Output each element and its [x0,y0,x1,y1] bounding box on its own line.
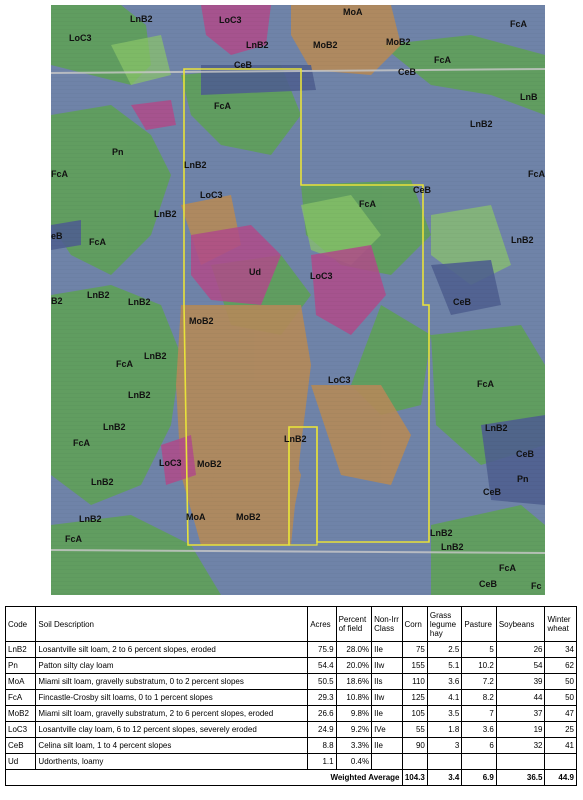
cell-pasture: 5 [462,642,496,658]
map-label: LnB2 [79,514,102,524]
map-label: LnB2 [103,422,126,432]
cell-acres: 26.6 [308,706,336,722]
map-label: LoC3 [328,375,351,385]
table-row [6,690,577,706]
cell-description: Miami silt loam, gravelly substratum, 2 to 6 percent slopes, eroded [36,706,308,722]
map-label: LnB2 [144,351,167,361]
cell-corn [402,754,427,770]
cell-soybeans: 26 [496,642,545,658]
map-label: LnB2 [91,477,114,487]
header-acres: Acres [308,607,336,642]
weighted-soybeans: 36.5 [496,770,545,786]
cell-code: MoB2 [6,706,36,722]
cell-acres: 1.1 [308,754,336,770]
cell-acres: 8.8 [308,738,336,754]
map-label: FcA [65,534,83,544]
cell-pasture: 3.6 [462,722,496,738]
map-label: LnB2 [87,290,110,300]
map-label: FcA [477,379,495,389]
cell-acres: 50.5 [308,674,336,690]
cell-hay: 4.1 [427,690,461,706]
table-row [6,642,577,658]
cell-class [372,754,402,770]
map-label: Pn [517,474,529,484]
cell-corn: 125 [402,690,427,706]
map-label: CeB [398,67,417,77]
cell-soybeans: 37 [496,706,545,722]
map-label: LnB [520,92,538,102]
header-corn: Corn [402,607,427,642]
cell-corn: 90 [402,738,427,754]
soil-map [51,5,545,595]
cell-description: Losantville silt loam, 2 to 6 percent slopes, eroded [36,642,308,658]
cell-code: LnB2 [6,642,36,658]
header-code: Code [6,607,36,642]
table-row [6,706,577,722]
cell-soybeans [496,754,545,770]
map-label: LoC3 [219,15,242,25]
map-label: LnB2 [184,160,207,170]
weighted-average-label: Weighted Average [6,770,403,786]
cell-wheat: 41 [545,738,577,754]
cell-wheat: 25 [545,722,577,738]
cell-wheat: 50 [545,674,577,690]
cell-code: Ud [6,754,36,770]
map-label: LnB2 [284,434,307,444]
cell-hay: 3.5 [427,706,461,722]
cell-code: LoC3 [6,722,36,738]
map-label: FcA [116,359,134,369]
map-label: LoC3 [200,190,223,200]
map-label: MoA [186,512,206,522]
cell-wheat: 47 [545,706,577,722]
map-label: MoB2 [313,40,338,50]
map-label: CeB [479,579,498,589]
map-label: FcA [359,199,377,209]
table-row [6,674,577,690]
cell-description: Udorthents, loamy [36,754,308,770]
cell-percent: 28.0% [336,642,371,658]
map-label: FcA [73,438,91,448]
header-percent: Percent of field [336,607,371,642]
cell-pasture [462,754,496,770]
cell-code: FcA [6,690,36,706]
map-label: LoC3 [69,33,92,43]
cell-wheat: 50 [545,690,577,706]
map-label: CeB [453,297,472,307]
cell-percent: 10.8% [336,690,371,706]
map-label: CeB [234,60,253,70]
cell-class: IIw [372,658,402,674]
cell-corn: 55 [402,722,427,738]
map-label: LoC3 [159,458,182,468]
weighted-wheat: 44.9 [545,770,577,786]
map-label: MoB2 [197,459,222,469]
weighted-hay: 3.4 [427,770,461,786]
cell-code: Pn [6,658,36,674]
cell-pasture: 7 [462,706,496,722]
table-row [6,658,577,674]
map-label: LoC3 [310,271,333,281]
map-label: FcA [89,237,107,247]
map-label: LnB2 [246,40,269,50]
cell-wheat [545,754,577,770]
map-label: LnB2 [154,209,177,219]
map-label: LnB2 [128,390,151,400]
cell-description: Losantville clay loam, 6 to 12 percent slopes, severely eroded [36,722,308,738]
map-label: LnB2 [130,14,153,24]
map-label: FcA [51,169,69,179]
map-label: B2 [51,296,63,306]
cell-acres: 24.9 [308,722,336,738]
map-label: LnB2 [441,542,464,552]
cell-code: CeB [6,738,36,754]
soil-table [5,606,577,786]
map-label: CeB [483,487,502,497]
cell-description: Fincastle-Crosby silt loams, 0 to 1 percent slopes [36,690,308,706]
map-label: FcA [214,101,232,111]
map-label: MoB2 [236,512,261,522]
cell-wheat: 34 [545,642,577,658]
cell-hay: 3 [427,738,461,754]
cell-pasture: 10.2 [462,658,496,674]
cell-description: Patton silty clay loam [36,658,308,674]
cell-corn: 110 [402,674,427,690]
table-row [6,754,577,770]
cell-percent: 9.8% [336,706,371,722]
table-row [6,738,577,754]
header-soybeans: Soybeans [496,607,545,642]
cell-description: Celina silt loam, 1 to 4 percent slopes [36,738,308,754]
cell-class: IIe [372,706,402,722]
map-label: CeB [413,185,432,195]
map-label: FcA [510,19,528,29]
cell-hay: 3.6 [427,674,461,690]
map-label: LnB2 [128,297,151,307]
cell-pasture: 8.2 [462,690,496,706]
cell-pasture: 7.2 [462,674,496,690]
cell-code: MoA [6,674,36,690]
map-label: LnB2 [430,528,453,538]
cell-hay [427,754,461,770]
header-pasture: Pasture [462,607,496,642]
weighted-corn: 104.3 [402,770,427,786]
cell-soybeans: 39 [496,674,545,690]
cell-acres: 75.9 [308,642,336,658]
cell-corn: 155 [402,658,427,674]
map-label: CeB [516,449,535,459]
cell-class: IVe [372,722,402,738]
weighted-average-row [6,770,577,786]
map-label: LnB2 [470,119,493,129]
map-label: MoA [343,7,363,17]
cell-hay: 2.5 [427,642,461,658]
cell-wheat: 62 [545,658,577,674]
cell-hay: 5.1 [427,658,461,674]
map-label: LnB2 [511,235,534,245]
cell-soybeans: 19 [496,722,545,738]
map-label: Fc [531,581,542,591]
map-label: LnB2 [485,423,508,433]
cell-description: Miami silt loam, gravelly substratum, 0 to 2 percent slopes [36,674,308,690]
cell-percent: 20.0% [336,658,371,674]
map-label: MoB2 [386,37,411,47]
cell-corn: 75 [402,642,427,658]
map-label: Pn [112,147,124,157]
header-class: Non-Irr Class [372,607,402,642]
cell-class: IIe [372,642,402,658]
cell-hay: 1.8 [427,722,461,738]
table-header-row [6,607,577,642]
map-label: FcA [528,169,545,179]
map-label: Ud [249,267,261,277]
map-label: FcA [434,55,452,65]
header-wheat: Winter wheat [545,607,577,642]
cell-class: IIe [372,738,402,754]
cell-soybeans: 32 [496,738,545,754]
header-description: Soil Description [36,607,308,642]
cell-pasture: 6 [462,738,496,754]
cell-percent: 18.6% [336,674,371,690]
cell-soybeans: 44 [496,690,545,706]
cell-acres: 54.4 [308,658,336,674]
cell-percent: 3.3% [336,738,371,754]
cell-percent: 0.4% [336,754,371,770]
cell-class: IIs [372,674,402,690]
cell-soybeans: 54 [496,658,545,674]
map-label: FcA [499,563,517,573]
map-label: MoB2 [189,316,214,326]
header-hay: Grass legume hay [427,607,461,642]
cell-percent: 9.2% [336,722,371,738]
weighted-pasture: 6.9 [462,770,496,786]
cell-acres: 29.3 [308,690,336,706]
cell-class: IIw [372,690,402,706]
map-label: eB [51,231,63,241]
cell-corn: 105 [402,706,427,722]
table-row [6,722,577,738]
